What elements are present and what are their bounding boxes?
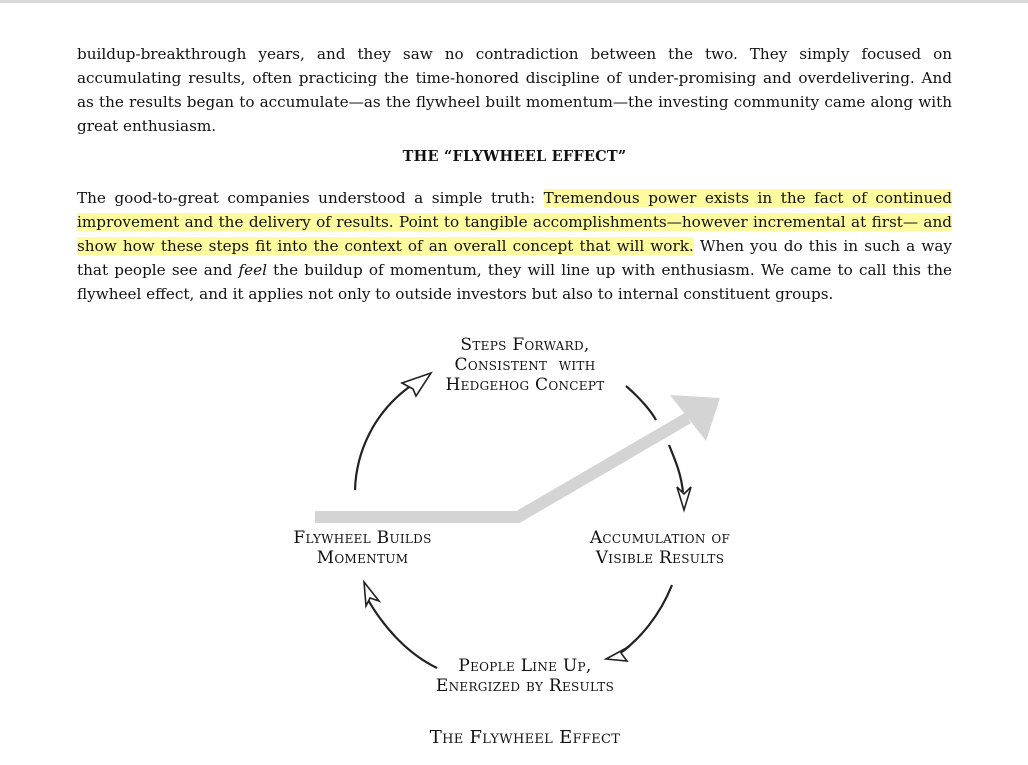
paragraph-2-lead: The good-to-great companies understood a simple truth:	[77, 189, 544, 207]
stage-line: Flywheel Builds	[293, 528, 432, 548]
body-paragraph-1: buildup-breakthrough years, and they saw no contradiction between the two. They simply focused on accumulating results, often practicing the time-honored discipline of under-promising and overdelivering. And as the results began to accumulate—as the flywheel built momentum—the investing community came along with great enthusiasm.	[77, 45, 952, 135]
stage-line: Visible Results	[595, 548, 725, 568]
diagram-caption: The Flywheel Effect	[429, 727, 621, 748]
stage-line: Steps Forward,	[460, 335, 590, 355]
stage-people-line-up	[420, 656, 630, 696]
paragraph-2-tail: the buildup of momentum, they will line up with enthusiasm. We came to call this the flywheel effect, and it applies not only to outside investors but also to internal constituent groups.	[77, 261, 952, 303]
highlighted-text[interactable]: Tremendous power exists in the fact of continued improvement and the delivery of results. Point to tangible accomplishments—however incremental at first— and show how these steps fit into the context of an overall concept that will work.	[77, 189, 952, 255]
emphasized-word: feel	[238, 261, 267, 279]
top-divider	[0, 0, 1028, 3]
stage-line: Momentum	[316, 548, 409, 568]
stage-line: People Line Up,	[458, 656, 592, 676]
stage-line: Accumulation of	[589, 528, 731, 548]
stage-line: Energized by Results	[435, 676, 615, 696]
cycle-arrow-icon	[355, 381, 683, 668]
stage-line: Hedgehog Concept	[445, 375, 605, 395]
paragraph-2-middle: When you do this in such a way that people see and	[77, 237, 952, 279]
section-heading: THE “FLYWHEEL EFFECT”	[402, 148, 627, 165]
stage-accumulation	[570, 528, 750, 568]
stage-flywheel-builds	[280, 528, 445, 568]
body-paragraph-2	[77, 186, 952, 306]
stage-line: Consistent with	[454, 355, 596, 375]
momentum-arrow-icon	[315, 395, 720, 517]
stage-steps-forward	[420, 335, 630, 395]
